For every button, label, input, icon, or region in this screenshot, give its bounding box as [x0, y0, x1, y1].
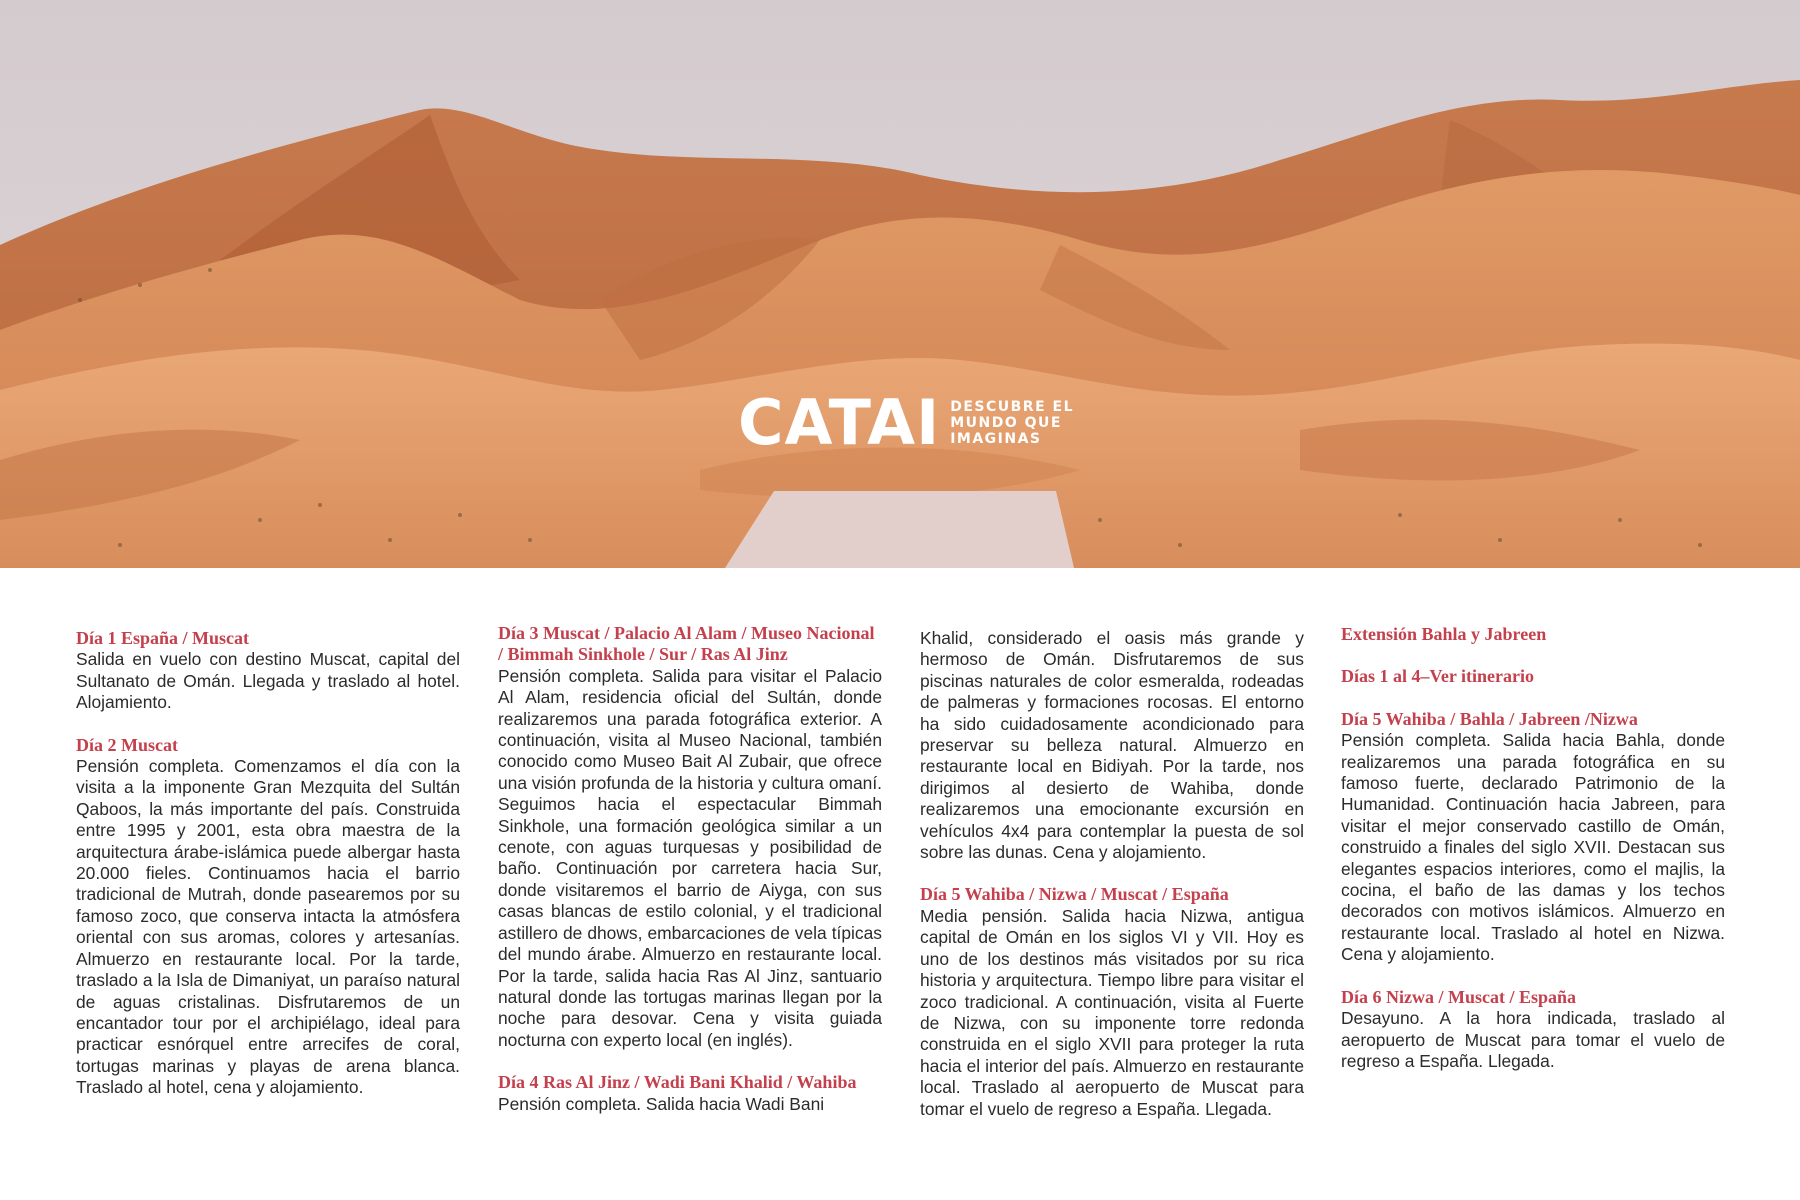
day-description: Desayuno. A la hora indicada, traslado al aeropuerto de Muscat para tomar el vuelo de regreso a España. Llegada.	[1341, 1008, 1725, 1071]
extension-title	[1341, 624, 1725, 645]
day-description: Khalid, considerado el oasis más grande y hermoso de Omán. Disfrutaremos de sus piscinas naturales de color esmeralda, rodeadas de palmeras y formaciones rocosas. El entorno ha sido cuidadosamente acondicionado para preservar su belleza natural. Almuerzo en restaurante local en Bidiyah. Por la tarde, nos dirigimos al desierto de Wahiba, donde realizaremos una emocionante excursión en vehículos 4x4 para contemplar la puesta de sol sobre las dunas. Cena y alojamiento.	[920, 628, 1304, 863]
itinerary-reference	[1341, 666, 1725, 687]
itinerary-day	[498, 623, 882, 1051]
itinerary-day-continued	[920, 628, 1304, 863]
itinerary-content	[0, 568, 1800, 1200]
day-range-heading: Días 1 al 4–Ver itinerario	[1341, 666, 1534, 687]
day-description: Media pensión. Salida hacia Nizwa, antigua capital de Omán en los siglos VI y VII. Hoy es uno de los destinos más visitados por su rica historia y arquitectura. Tiempo libre para visitar el zoco tradicional. A continuación, visita al Fuerte de Nizwa, con su imponente torre redonda construida en el siglo XVII para proteger la ruta hacia el interior del país. Almuerzo en restaurante local. Traslado al aeropuerto de Muscat para tomar el vuelo de regreso a España. Llegada.	[920, 905, 1304, 1119]
itinerary-column-2	[498, 623, 882, 1136]
brand-name: CATAI	[738, 386, 941, 459]
itinerary-day	[498, 1072, 882, 1115]
day-description: Pensión completa. Salida hacia Wadi Bani	[498, 1093, 825, 1114]
catai-logo	[738, 386, 1074, 459]
day-description: Pensión completa. Salida para visitar el Palacio Al Alam, residencia oficial del Sultán, donde realizaremos una parada fotográfica exterior. A continuación, visita al Museo Nacional, también conocido como Museo Bait Al Zubair, que ofrece una visión profunda de la historia y cultura omaní. Seguimos hacia el espectacular Bimmah Sinkhole, una formación geológica similar a un cenote, con aguas turquesas y posibilidad de baño. Continuación por carretera hacia Sur, donde visitaremos el barrio de Aiyga, con sus casas blancas de estilo colonial, y el tradicional astillero de dhows, embarcaciones de vela típicas del mundo árabe. Almuerzo en restaurante local. Por la tarde, salida hacia Ras Al Jinz, santuario natural donde las tortugas marinas llegan por la noche para desovar. Cena y visita guiada nocturna con experto local (en inglés).	[498, 665, 882, 1050]
itinerary-day	[1341, 987, 1725, 1073]
day-heading: Día 3 Muscat / Palacio Al Alam / Museo Nacional / Bimmah Sinkhole / Sur / Ras Al Jinz	[498, 623, 875, 665]
extension-heading: Extensión Bahla y Jabreen	[1341, 624, 1547, 644]
day-heading: Día 6 Nizwa / Muscat / España	[1341, 986, 1577, 1007]
day-heading: Día 2 Muscat	[76, 734, 178, 755]
brand-tagline	[950, 399, 1074, 447]
day-heading: Día 5 Wahiba / Bahla / Jabreen /Nizwa	[1341, 708, 1638, 729]
itinerary-day	[920, 884, 1304, 1119]
brand-tagline-line: MUNDO QUE	[950, 415, 1062, 431]
day-description: Salida en vuelo con destino Muscat, capital del Sultanato de Omán. Llegada y traslado al hotel. Alojamiento.	[76, 649, 460, 713]
itinerary-column-1	[76, 628, 460, 1120]
hero-desert-photo	[0, 0, 1800, 568]
brand-tagline-line: IMAGINAS	[950, 431, 1042, 447]
itinerary-column-3	[920, 628, 1304, 1141]
brand-tagline-line: DESCUBRE EL	[950, 399, 1074, 415]
day-description: Pensión completa. Comenzamos el día con la visita a la imponente Gran Mezquita del Sultán Qaboos, la más importante del país. Construida entre 1995 y 2001, esta obra maestra de la arquitectura árabe-islámica puede albergar hasta 20.000 fieles. Continuamos hacia el barrio tradicional de Mutrah, donde pasearemos por su famoso zoco, que conserva intacta la atmósfera oriental con sus aromas, colores y artesanías. Almuerzo en restaurante local. Por la tarde, traslado a la Isla de Dimaniyat, un paraíso natural de aguas cristalinas. Disfrutaremos de un encantador tour por el archipiélago, ideal para practicar esnórquel entre arrecifes de coral, tortugas marinas y playas de arena blanca. Traslado al hotel, cena y alojamiento.	[76, 756, 460, 1098]
desert-dunes-illustration	[0, 0, 1800, 568]
itinerary-day	[76, 628, 460, 714]
day-description: Pensión completa. Salida hacia Bahla, donde realizaremos una parada fotográfica en su famoso fuerte, declarado Patrimonio de la Humanidad. Continuación hacia Jabreen, para visitar el mejor conservado castillo de Omán, construido a finales del siglo XVII. Destacan sus elegantes espacios interiores, como el majlis, la cocina, el baño de las damas y los techos decorados con motivos islámicos. Almuerzo en restaurante local. Traslado al hotel en Nizwa. Cena y alojamiento.	[1341, 730, 1725, 965]
itinerary-column-4	[1341, 624, 1725, 1093]
day-heading: Día 4 Ras Al Jinz / Wadi Bani Khalid / Wahiba	[498, 1072, 857, 1093]
day-heading: Día 1 España / Muscat	[76, 628, 250, 648]
itinerary-day	[1341, 709, 1725, 966]
day-heading: Día 5 Wahiba / Nizwa / Muscat / España	[920, 884, 1229, 905]
itinerary-day	[76, 735, 460, 1099]
